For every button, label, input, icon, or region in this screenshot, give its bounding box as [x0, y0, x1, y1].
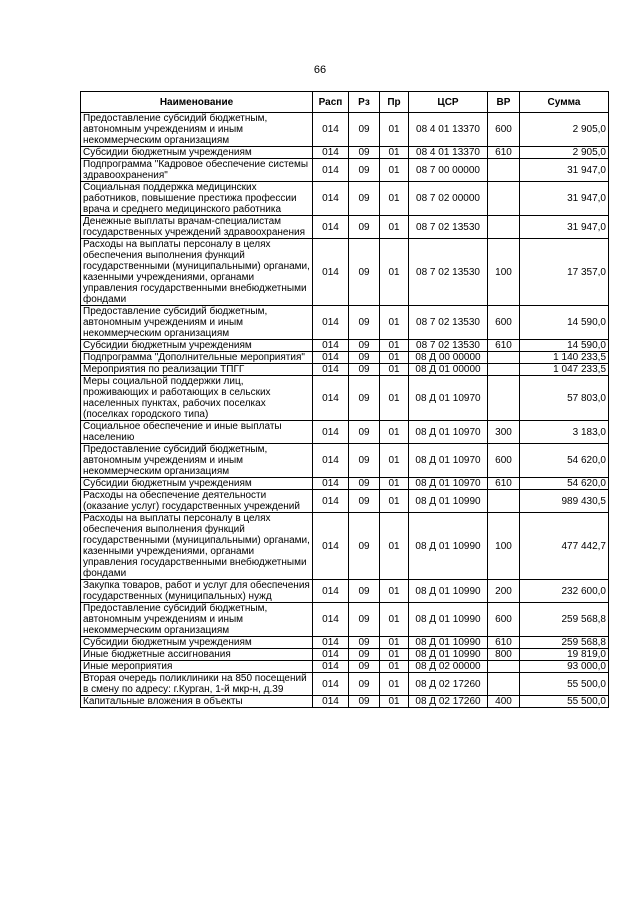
cell-rz: 09: [349, 696, 380, 708]
cell-csr: 08 Д 01 00000: [409, 364, 488, 376]
table-row: [81, 147, 609, 159]
cell-csr: 08 7 02 13530: [409, 216, 488, 239]
table-row: [81, 490, 609, 513]
column-header-rasp: Расп: [313, 92, 349, 113]
cell-rz: 09: [349, 306, 380, 340]
page-number: 66: [313, 64, 327, 76]
cell-vr: 800: [488, 649, 520, 661]
cell-csr: 08 Д 01 10990: [409, 603, 488, 637]
table-row: [81, 444, 609, 478]
cell-rz: 09: [349, 340, 380, 352]
table-row: [81, 216, 609, 239]
cell-vr: 400: [488, 696, 520, 708]
cell-vr: 600: [488, 113, 520, 147]
cell-vr: 600: [488, 603, 520, 637]
cell-vr: 100: [488, 513, 520, 580]
cell-name: Денежные выплаты врачам-специалистам государственных учреждений здравоохранения: [81, 216, 313, 239]
cell-sum: 232 600,0: [520, 580, 609, 603]
cell-name: Закупка товаров, работ и услуг для обеспечения государственных (муниципальных) нужд: [81, 580, 313, 603]
table-row: [81, 306, 609, 340]
cell-rasp: 014: [313, 239, 349, 306]
table-row: [81, 478, 609, 490]
cell-pr: 01: [380, 696, 409, 708]
table-row: [81, 513, 609, 580]
table-row: [81, 113, 609, 147]
cell-rasp: 014: [313, 113, 349, 147]
table-row: [81, 421, 609, 444]
cell-name: Социальное обеспечение и иные выплаты населению: [81, 421, 313, 444]
cell-rasp: 014: [313, 352, 349, 364]
cell-sum: 259 568,8: [520, 637, 609, 649]
cell-pr: 01: [380, 444, 409, 478]
cell-name: Предоставление субсидий бюджетным, автономным учреждениям и иным некоммерческим организациям: [81, 603, 313, 637]
cell-vr: 610: [488, 147, 520, 159]
cell-sum: 14 590,0: [520, 306, 609, 340]
cell-rz: 09: [349, 649, 380, 661]
table-row: [81, 364, 609, 376]
cell-rz: 09: [349, 421, 380, 444]
cell-rasp: 014: [313, 661, 349, 673]
cell-pr: 01: [380, 113, 409, 147]
cell-rasp: 014: [313, 364, 349, 376]
table-row: [81, 603, 609, 637]
table-row: [81, 649, 609, 661]
cell-rz: 09: [349, 147, 380, 159]
cell-rasp: 014: [313, 182, 349, 216]
cell-pr: 01: [380, 352, 409, 364]
cell-name: Расходы на обеспечение деятельности (оказание услуг) государственных учреждений: [81, 490, 313, 513]
cell-sum: 57 803,0: [520, 376, 609, 421]
cell-csr: 08 7 00 00000: [409, 159, 488, 182]
cell-csr: 08 7 02 13530: [409, 340, 488, 352]
cell-vr: [488, 159, 520, 182]
cell-vr: [488, 661, 520, 673]
cell-sum: 19 819,0: [520, 649, 609, 661]
cell-csr: 08 Д 01 10970: [409, 444, 488, 478]
cell-sum: 31 947,0: [520, 216, 609, 239]
cell-vr: 200: [488, 580, 520, 603]
cell-csr: 08 7 02 13530: [409, 239, 488, 306]
cell-vr: [488, 364, 520, 376]
cell-vr: [488, 216, 520, 239]
column-header-name: Наименование: [81, 92, 313, 113]
cell-vr: 600: [488, 444, 520, 478]
cell-name: Предоставление субсидий бюджетным, автономным учреждениям и иным некоммерческим организациям: [81, 113, 313, 147]
cell-vr: [488, 673, 520, 696]
cell-sum: 3 183,0: [520, 421, 609, 444]
cell-rasp: 014: [313, 637, 349, 649]
cell-rasp: 014: [313, 340, 349, 352]
cell-name: Субсидии бюджетным учреждениям: [81, 637, 313, 649]
cell-pr: 01: [380, 603, 409, 637]
cell-name: Иные мероприятия: [81, 661, 313, 673]
cell-sum: 2 905,0: [520, 147, 609, 159]
cell-rz: 09: [349, 239, 380, 306]
cell-sum: 14 590,0: [520, 340, 609, 352]
cell-csr: 08 Д 01 10990: [409, 490, 488, 513]
cell-pr: 01: [380, 159, 409, 182]
cell-sum: 31 947,0: [520, 182, 609, 216]
table-header-row: [81, 92, 609, 113]
cell-rz: 09: [349, 580, 380, 603]
cell-vr: [488, 352, 520, 364]
cell-pr: 01: [380, 661, 409, 673]
cell-vr: 610: [488, 637, 520, 649]
cell-sum: 55 500,0: [520, 696, 609, 708]
cell-pr: 01: [380, 580, 409, 603]
cell-name: Расходы на выплаты персоналу в целях обеспечения выполнения функций государственными (муниципальными) органами, казенными учреждениями, органами управления государственными внебюджетными фондами: [81, 239, 313, 306]
cell-rz: 09: [349, 478, 380, 490]
cell-name: Субсидии бюджетным учреждениям: [81, 147, 313, 159]
table-body: [81, 113, 609, 708]
cell-vr: 100: [488, 239, 520, 306]
cell-rasp: 014: [313, 673, 349, 696]
cell-vr: 610: [488, 478, 520, 490]
cell-rasp: 014: [313, 490, 349, 513]
cell-rasp: 014: [313, 306, 349, 340]
cell-name: Мероприятия по реализации ТПГГ: [81, 364, 313, 376]
cell-name: Подпрограмма "Кадровое обеспечение системы здравоохранения": [81, 159, 313, 182]
cell-vr: [488, 490, 520, 513]
table-row: [81, 182, 609, 216]
cell-rasp: 014: [313, 216, 349, 239]
column-header-pr: Пр: [380, 92, 409, 113]
cell-name: Социальная поддержка медицинских работников, повышение престижа профессии врача и среднего медицинского работника: [81, 182, 313, 216]
table-row: [81, 673, 609, 696]
cell-rz: 09: [349, 352, 380, 364]
cell-sum: 989 430,5: [520, 490, 609, 513]
table-row: [81, 696, 609, 708]
cell-csr: 08 Д 01 10990: [409, 513, 488, 580]
cell-sum: 93 000,0: [520, 661, 609, 673]
cell-csr: 08 Д 02 17260: [409, 673, 488, 696]
cell-sum: 54 620,0: [520, 478, 609, 490]
cell-rasp: 014: [313, 421, 349, 444]
cell-pr: 01: [380, 649, 409, 661]
cell-sum: 259 568,8: [520, 603, 609, 637]
cell-pr: 01: [380, 216, 409, 239]
cell-rz: 09: [349, 673, 380, 696]
cell-rz: 09: [349, 513, 380, 580]
table-row: [81, 352, 609, 364]
table-row: [81, 376, 609, 421]
cell-csr: 08 7 02 13530: [409, 306, 488, 340]
cell-pr: 01: [380, 490, 409, 513]
cell-rz: 09: [349, 603, 380, 637]
cell-sum: 55 500,0: [520, 673, 609, 696]
cell-rasp: 014: [313, 696, 349, 708]
cell-name: Меры социальной поддержки лиц, проживающих и работающих в сельских населенных пунктах, рабочих поселках (поселках городского типа): [81, 376, 313, 421]
cell-csr: 08 4 01 13370: [409, 147, 488, 159]
cell-vr: [488, 182, 520, 216]
cell-csr: 08 4 01 13370: [409, 113, 488, 147]
cell-name: Подпрограмма "Дополнительные мероприятия": [81, 352, 313, 364]
cell-name: Капитальные вложения в объекты: [81, 696, 313, 708]
cell-sum: 1 140 233,5: [520, 352, 609, 364]
column-header-rz: Рз: [349, 92, 380, 113]
cell-rz: 09: [349, 159, 380, 182]
cell-rasp: 014: [313, 513, 349, 580]
cell-sum: 54 620,0: [520, 444, 609, 478]
cell-pr: 01: [380, 147, 409, 159]
cell-rasp: 014: [313, 444, 349, 478]
cell-csr: 08 Д 01 10990: [409, 637, 488, 649]
cell-csr: 08 Д 01 10970: [409, 376, 488, 421]
cell-rz: 09: [349, 637, 380, 649]
cell-vr: 300: [488, 421, 520, 444]
cell-rz: 09: [349, 490, 380, 513]
cell-name: Вторая очередь поликлиники на 850 посещений в смену по адресу: г.Курган, 1-й мкр-н, д.39: [81, 673, 313, 696]
table-row: [81, 580, 609, 603]
cell-rasp: 014: [313, 376, 349, 421]
cell-vr: 610: [488, 340, 520, 352]
cell-pr: 01: [380, 513, 409, 580]
cell-sum: 17 357,0: [520, 239, 609, 306]
cell-csr: 08 Д 02 00000: [409, 661, 488, 673]
cell-rz: 09: [349, 216, 380, 239]
cell-name: Расходы на выплаты персоналу в целях обеспечения выполнения функций государственными (муниципальными) органами, казенными учреждениями, органами управления государственными внебюджетными фондами: [81, 513, 313, 580]
cell-vr: 600: [488, 306, 520, 340]
cell-pr: 01: [380, 637, 409, 649]
cell-csr: 08 Д 01 10970: [409, 421, 488, 444]
cell-pr: 01: [380, 364, 409, 376]
cell-csr: 08 Д 01 10990: [409, 649, 488, 661]
cell-rasp: 014: [313, 147, 349, 159]
cell-csr: 08 Д 00 00000: [409, 352, 488, 364]
cell-pr: 01: [380, 340, 409, 352]
cell-sum: 31 947,0: [520, 159, 609, 182]
cell-rz: 09: [349, 376, 380, 421]
cell-pr: 01: [380, 673, 409, 696]
cell-rasp: 014: [313, 478, 349, 490]
table-row: [81, 239, 609, 306]
cell-pr: 01: [380, 182, 409, 216]
table-row: [81, 159, 609, 182]
cell-rz: 09: [349, 661, 380, 673]
cell-pr: 01: [380, 239, 409, 306]
cell-pr: 01: [380, 478, 409, 490]
cell-pr: 01: [380, 376, 409, 421]
cell-pr: 01: [380, 306, 409, 340]
cell-rasp: 014: [313, 603, 349, 637]
cell-vr: [488, 376, 520, 421]
cell-name: Предоставление субсидий бюджетным, автономным учреждениям и иным некоммерческим организациям: [81, 444, 313, 478]
cell-sum: 1 047 233,5: [520, 364, 609, 376]
cell-sum: 2 905,0: [520, 113, 609, 147]
column-header-vr: ВР: [488, 92, 520, 113]
budget-table: [80, 91, 609, 708]
cell-rz: 09: [349, 113, 380, 147]
cell-pr: 01: [380, 421, 409, 444]
cell-rasp: 014: [313, 649, 349, 661]
column-header-csr: ЦСР: [409, 92, 488, 113]
cell-rz: 09: [349, 444, 380, 478]
cell-csr: 08 Д 01 10990: [409, 580, 488, 603]
table-row: [81, 340, 609, 352]
cell-csr: 08 Д 01 10970: [409, 478, 488, 490]
cell-name: Субсидии бюджетным учреждениям: [81, 478, 313, 490]
cell-sum: 477 442,7: [520, 513, 609, 580]
cell-csr: 08 Д 02 17260: [409, 696, 488, 708]
cell-name: Предоставление субсидий бюджетным, автономным учреждениям и иным некоммерческим организациям: [81, 306, 313, 340]
cell-name: Субсидии бюджетным учреждениям: [81, 340, 313, 352]
cell-rasp: 014: [313, 159, 349, 182]
cell-csr: 08 7 02 00000: [409, 182, 488, 216]
cell-name: Иные бюджетные ассигнования: [81, 649, 313, 661]
cell-rasp: 014: [313, 580, 349, 603]
table-row: [81, 661, 609, 673]
table-row: [81, 637, 609, 649]
cell-rz: 09: [349, 364, 380, 376]
column-header-sum: Сумма: [520, 92, 609, 113]
cell-rz: 09: [349, 182, 380, 216]
